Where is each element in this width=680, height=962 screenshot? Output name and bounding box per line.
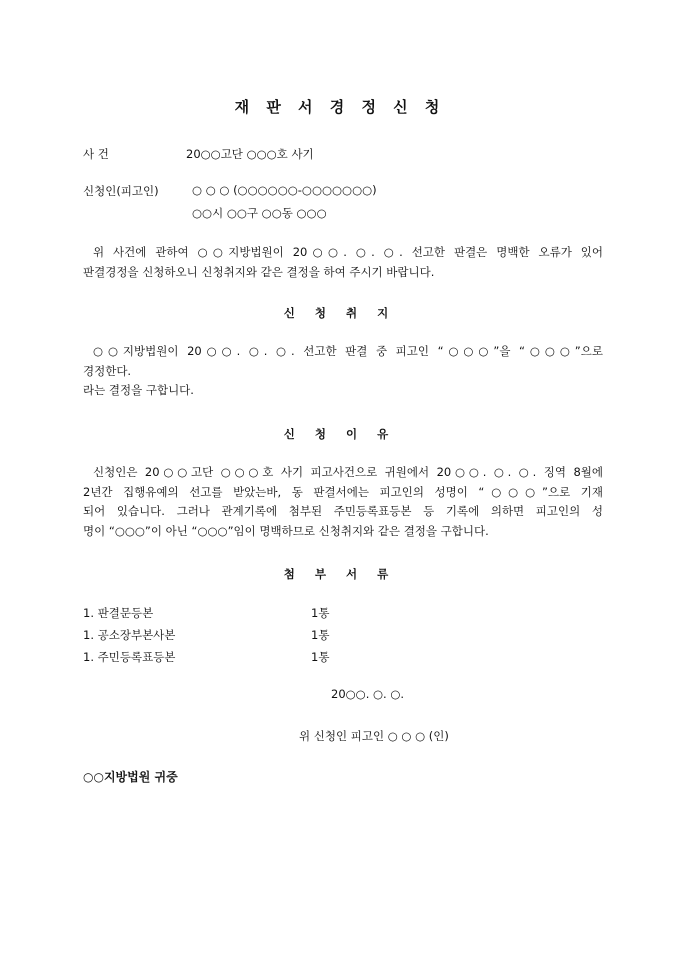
attachment-item-name: 1. 공소장부본사본: [83, 628, 176, 642]
purpose-heading: 신 청 취 지: [283, 306, 397, 320]
reason-line: 신청인은 20○○고단 ○○○호 사기 피고사건으로 귀원에서 20○○. ○. ○. 징역 8월에: [93, 465, 603, 479]
intro-paragraph: [83, 243, 603, 282]
document-title: 재 판 서 경 정 신 청: [234, 98, 446, 116]
reason-line: 되어 있습니다. 그러나 관계기록에 첨부된 주민등록표등본 등 기록에 의하면 피고인의 성: [83, 504, 603, 518]
attachment-item-count: 1통: [311, 650, 330, 664]
court-addressee: ○○지방법원 귀중: [83, 770, 178, 784]
attachment-item-count: 1통: [311, 606, 330, 620]
case-value: 20○○고단 ○○○호 사기: [186, 147, 314, 161]
attachment-item-name: 1. 판결문등본: [83, 606, 154, 620]
applicant-address: ○○시 ○○구 ○○동 ○○○: [192, 206, 327, 220]
case-label: 사 건: [83, 147, 109, 161]
intro-line: 위 사건에 관하여 ○○지방법원이 20○○. ○. ○. 선고한 판결은 명백한 오류가 있어: [93, 245, 603, 259]
reason-paragraph: [83, 463, 603, 541]
purpose-line: 라는 결정을 구합니다.: [83, 383, 194, 397]
purpose-paragraph: [83, 342, 603, 401]
reason-line: 명이 “○○○”이 아닌 “○○○”임이 명백하므로 신청취지와 같은 결정을 구합니다.: [83, 523, 489, 538]
signature-line: 위 신청인 피고인 ○ ○ ○ (인): [299, 729, 449, 743]
applicant-name: ○ ○ ○ (○○○○○○-○○○○○○○): [192, 183, 377, 197]
intro-line: 판결경정을 신청하오니 신청취지와 같은 결정을 하여 주시기 바랍니다.: [83, 264, 435, 279]
reason-line: 2년간 집행유예의 선고를 받았는바, 동 판결서에는 피고인의 성명이 “○○○”으로 기재: [83, 484, 603, 499]
filing-date: 20○○. ○. ○.: [331, 687, 405, 701]
reason-heading: 신 청 이 유: [283, 427, 397, 441]
attachment-item-name: 1. 주민등록표등본: [83, 650, 176, 664]
purpose-line: 경정한다.: [83, 363, 132, 378]
attachment-item-count: 1통: [311, 628, 330, 642]
applicant-label: 신청인(피고인): [83, 184, 159, 198]
purpose-line: ○○지방법원이 20○○. ○. ○. 선고한 판결 중 피고인 “○○○”을 “○○○”으로: [93, 344, 603, 358]
attachments-heading: 첨 부 서 류: [283, 567, 397, 581]
